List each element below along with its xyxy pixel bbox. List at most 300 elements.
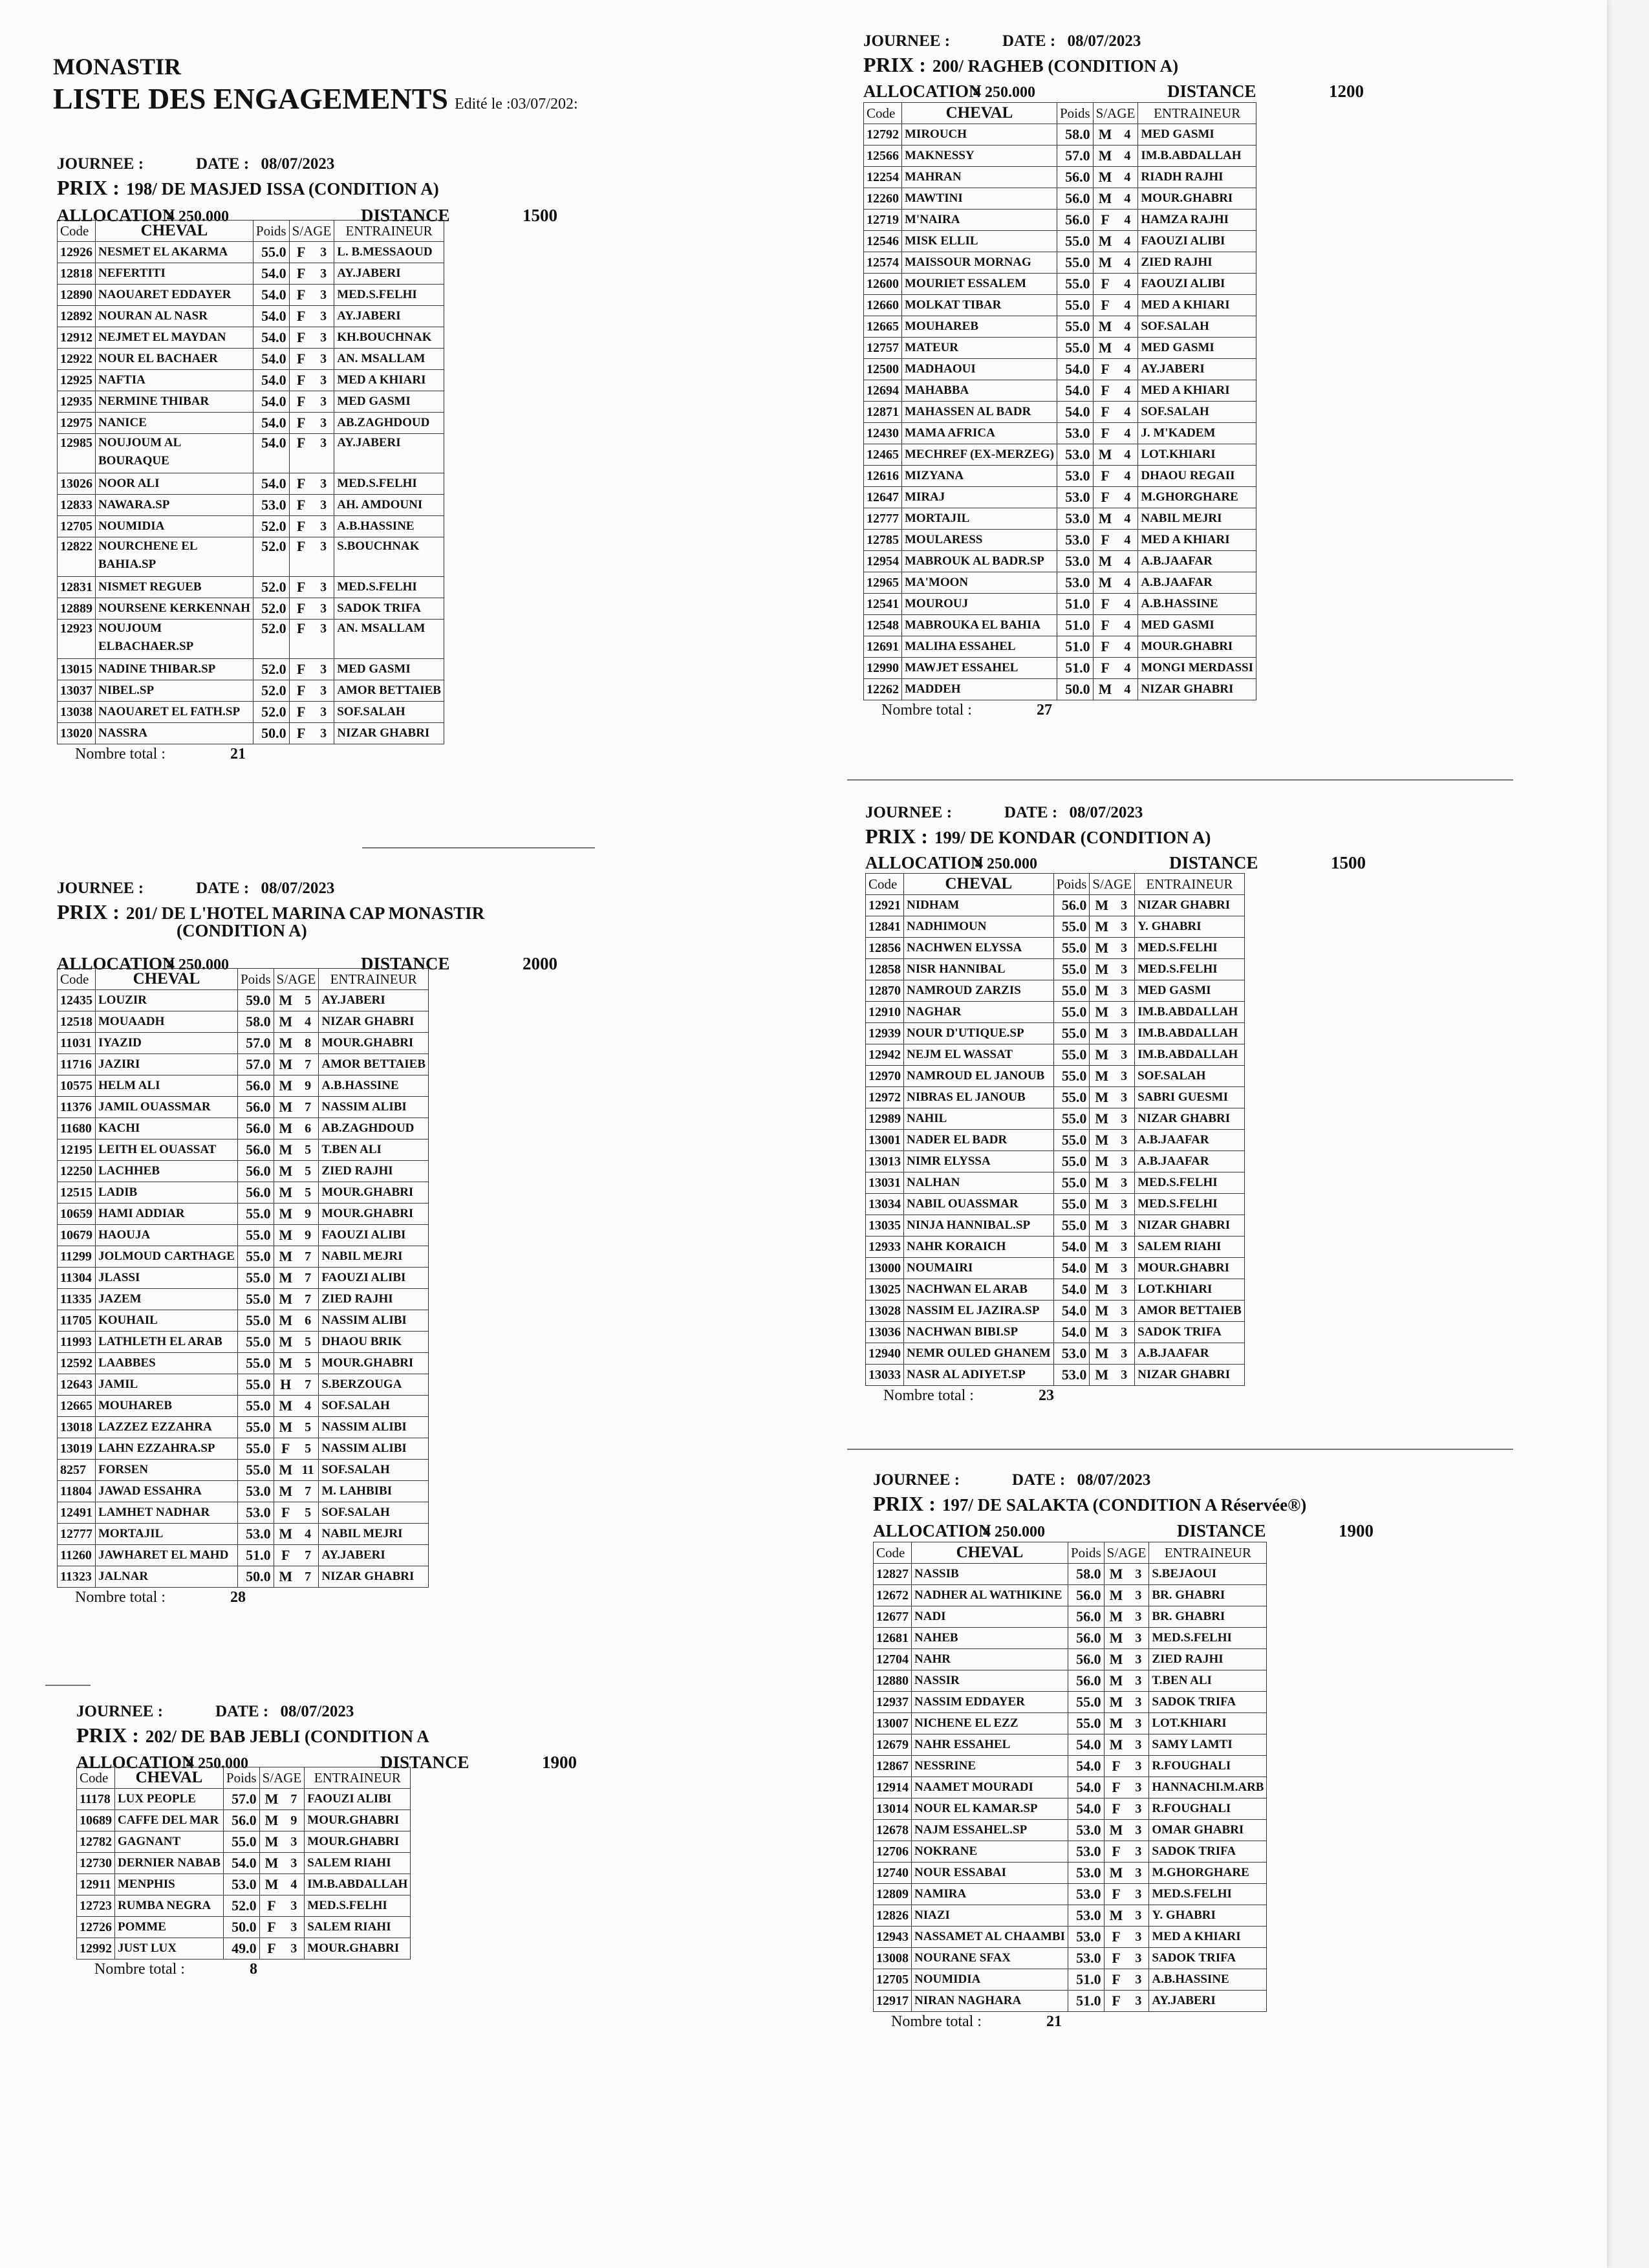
table-row — [58, 723, 444, 744]
horse-weight: 55.0 — [1053, 1172, 1090, 1194]
horse-code: 12942 — [866, 1044, 904, 1066]
horse-age: 3 — [283, 1938, 304, 1960]
horse-code: 13015 — [58, 659, 96, 680]
horse-name-line: MA'MOON — [905, 576, 969, 589]
horse-name — [902, 380, 1057, 402]
horse-age: 3 — [1114, 1279, 1134, 1301]
horse-age: 3 — [1128, 1884, 1148, 1905]
horse-code: 11335 — [58, 1289, 96, 1310]
table-row — [58, 1011, 429, 1033]
horse-name-line: MOUROUJ — [905, 597, 969, 610]
horse-weight: 52.0 — [253, 537, 289, 577]
horse-name-line: NEFERTITI — [98, 266, 166, 280]
horse-sex: F — [289, 659, 313, 680]
horse-age: 5 — [297, 1417, 319, 1438]
horse-code: 13033 — [866, 1365, 904, 1386]
horse-weight: 56.0 — [237, 1097, 274, 1118]
horse-age: 4 — [1117, 274, 1137, 295]
horse-name-line: NAAMET MOURADI — [914, 1780, 1033, 1794]
horse-sex: M — [274, 1097, 297, 1118]
horse-trainer: IM.B.ABDALLAH — [1135, 1044, 1245, 1066]
horse-sex: F — [1104, 1756, 1128, 1777]
horse-code: 13031 — [866, 1172, 904, 1194]
horse-code: 12262 — [864, 679, 902, 700]
horse-code: 12975 — [58, 413, 96, 434]
horse-name-line: MORTAJIL — [98, 1527, 164, 1540]
horse-trainer: A.B.JAAFAR — [1135, 1343, 1245, 1365]
horse-age: 3 — [1114, 1066, 1134, 1087]
horse-name-line: NOUR EL BACHAER — [98, 352, 218, 365]
horse-code: 12548 — [864, 615, 902, 636]
table-row — [58, 516, 444, 537]
header-code: Code — [866, 874, 904, 895]
horse-name-line: NEMR OULED GHANEM — [907, 1346, 1051, 1360]
horse-name — [96, 391, 253, 413]
horse-name-line: IYAZID — [98, 1036, 142, 1050]
header-poids: Poids — [237, 969, 274, 990]
horse-sex: M — [274, 1033, 297, 1054]
horse-name — [904, 1002, 1054, 1023]
horse-sex: F — [1093, 658, 1117, 679]
horse-weight: 55.0 — [1068, 1713, 1104, 1734]
horse-code: 12705 — [874, 1969, 912, 1991]
horse-name-line: MECHREF (EX-MERZEG) — [905, 448, 1054, 461]
horse-trainer: AY.JABERI — [1138, 359, 1256, 380]
horse-age: 7 — [297, 1566, 319, 1588]
horse-trainer: MED A KHIARI — [334, 370, 444, 391]
horse-code: 12867 — [874, 1756, 912, 1777]
horse-sex: M — [1104, 1905, 1128, 1927]
horse-trainer: NIZAR GHABRI — [319, 1011, 429, 1033]
horse-code: 12600 — [864, 274, 902, 295]
horse-age: 4 — [1117, 679, 1137, 700]
table-row — [58, 495, 444, 516]
horse-code: 12500 — [864, 359, 902, 380]
table-row — [864, 658, 1256, 679]
table-row — [58, 680, 444, 702]
horse-age: 4 — [1117, 551, 1137, 572]
horse-sex: F — [1093, 530, 1117, 551]
horse-age: 4 — [297, 1396, 319, 1417]
nombre-total-value: 21 — [230, 746, 246, 762]
horse-age: 3 — [1128, 1927, 1148, 1948]
horse-weight: 55.0 — [237, 1438, 274, 1460]
horse-code: 12435 — [58, 990, 96, 1011]
horse-weight: 55.0 — [1057, 338, 1093, 359]
table-row — [866, 895, 1245, 916]
race-date: 08/07/2023 — [276, 1703, 354, 1720]
horse-weight: 54.0 — [253, 434, 289, 473]
horse-name — [96, 1033, 238, 1054]
prix-title: 200/ RAGHEB (CONDITION A) — [932, 56, 1179, 76]
horse-name-line: NOUR D'UTIQUE.SP — [907, 1026, 1024, 1040]
horse-code: 12694 — [864, 380, 902, 402]
horse-sex: M — [1090, 1151, 1114, 1172]
horse-trainer: MED.S.FELHI — [334, 577, 444, 598]
prix-line — [865, 825, 1211, 848]
horse-trainer: IM.B.ABDALLAH — [1135, 1023, 1245, 1044]
horse-trainer: MED A KHIARI — [1149, 1927, 1267, 1948]
horse-code: 11705 — [58, 1310, 96, 1332]
horse-age: 3 — [1114, 1087, 1134, 1108]
horse-code: 11304 — [58, 1268, 96, 1289]
horse-name-line: KACHI — [98, 1121, 140, 1135]
horse-sex: F — [274, 1502, 297, 1524]
horse-name — [96, 598, 253, 620]
horse-sex: M — [274, 1182, 297, 1204]
table-row — [866, 1044, 1245, 1066]
horse-name — [902, 359, 1057, 380]
horse-name — [115, 1789, 224, 1810]
horse-trainer: ZIED RAJHI — [1138, 252, 1256, 274]
horse-trainer: MED.S.FELHI — [305, 1895, 411, 1917]
horse-name — [912, 1863, 1068, 1884]
horse-weight: 54.0 — [253, 391, 289, 413]
journee-line — [863, 32, 1141, 50]
nombre-total-label: Nombre total : — [891, 2013, 982, 2030]
horse-trainer: MOUR.GHABRI — [319, 1204, 429, 1225]
horse-name-line: NADI — [914, 1610, 946, 1623]
allocation-value: 4 250.000 — [983, 1524, 1045, 1540]
horse-code: 12681 — [874, 1628, 912, 1649]
horse-name — [902, 679, 1057, 700]
horse-sex: M — [1090, 1087, 1114, 1108]
horse-name — [904, 1258, 1054, 1279]
horse-code: 12926 — [58, 242, 96, 263]
horse-trainer: MED A KHIARI — [1138, 530, 1256, 551]
document-title-text: LISTE DES ENGAGEMENTS — [53, 82, 448, 115]
engagement-table — [76, 1767, 411, 1960]
horse-name-line: NASR AL ADIYET.SP — [907, 1368, 1026, 1381]
table-row — [58, 1204, 429, 1225]
horse-age: 3 — [1128, 1585, 1148, 1606]
horse-code: 13037 — [58, 680, 96, 702]
horse-name-line: MABROUKA EL BAHIA — [905, 618, 1041, 632]
horse-trainer: DHAOU REGAII — [1138, 466, 1256, 487]
horse-trainer: MED.S.FELHI — [1135, 938, 1245, 959]
horse-code: 12465 — [864, 444, 902, 466]
horse-name-line: NIDHAM — [907, 898, 960, 912]
horse-age: 3 — [1114, 1194, 1134, 1215]
horse-name-line: HAMI ADDIAR — [98, 1207, 185, 1220]
horse-name-line: BAHIA.SP — [98, 557, 156, 571]
horse-name — [96, 1524, 238, 1545]
horse-weight: 55.0 — [1057, 231, 1093, 252]
horse-sex: M — [1090, 938, 1114, 959]
horse-trainer: MOUR.GHABRI — [1135, 1258, 1245, 1279]
horse-code: 12195 — [58, 1139, 96, 1161]
horse-weight: 56.0 — [223, 1810, 259, 1831]
horse-name — [96, 1460, 238, 1481]
horse-code: 12785 — [864, 530, 902, 551]
horse-age: 4 — [1117, 508, 1137, 530]
header-cheval: CHEVAL — [115, 1767, 224, 1789]
header-code: Code — [874, 1542, 912, 1564]
prix-line — [76, 1723, 429, 1747]
horse-sex: M — [1090, 1279, 1114, 1301]
horse-name — [96, 723, 253, 744]
horse-sex: M — [259, 1874, 283, 1895]
table-row — [864, 146, 1256, 167]
horse-name-line: MATEUR — [905, 341, 959, 354]
engagement-table — [57, 220, 444, 744]
distance-value: 1500 — [1331, 853, 1366, 872]
horse-age: 4 — [1117, 380, 1137, 402]
horse-age: 5 — [297, 1182, 319, 1204]
horse-trainer: ZIED RAJHI — [319, 1161, 429, 1182]
horse-name — [96, 1481, 238, 1502]
horse-name-line: NERMINE THIBAR — [98, 394, 210, 408]
header-sage: S/AGE — [1104, 1542, 1149, 1564]
horse-age: 3 — [283, 1831, 304, 1853]
date-label: DATE : — [196, 155, 250, 173]
horse-trainer: A.B.JAAFAR — [1138, 572, 1256, 594]
horse-name-line: NACHWAN EL ARAB — [907, 1282, 1028, 1296]
horse-name — [902, 572, 1057, 594]
horse-sex: F — [289, 702, 313, 723]
journee-label: JOURNEE : — [57, 155, 144, 173]
horse-sex: M — [274, 1139, 297, 1161]
horse-trainer: AY.JABERI — [334, 306, 444, 327]
nombre-total-value: 21 — [1046, 2013, 1062, 2030]
horse-weight: 53.0 — [223, 1874, 259, 1895]
date-label: DATE : — [1012, 1471, 1066, 1489]
horse-code: 13000 — [866, 1258, 904, 1279]
horse-age: 5 — [297, 1139, 319, 1161]
horse-name — [904, 1130, 1054, 1151]
horse-code: 12939 — [866, 1023, 904, 1044]
horse-sex: F — [274, 1438, 297, 1460]
table-row — [874, 1777, 1267, 1798]
horse-trainer: NASSIM ALIBI — [319, 1097, 429, 1118]
table-row — [866, 980, 1245, 1002]
horse-name-line: NASSIR — [914, 1674, 960, 1687]
horse-sex: F — [289, 620, 313, 659]
date-label: DATE : — [215, 1703, 269, 1720]
horse-name-line: JAZEM — [98, 1292, 142, 1306]
horse-age: 4 — [1117, 402, 1137, 423]
horse-age: 3 — [313, 577, 334, 598]
horse-sex: M — [274, 1396, 297, 1417]
horse-name-line: NOUMIDIA — [98, 519, 165, 533]
horse-age: 4 — [1117, 359, 1137, 380]
horse-code: 12491 — [58, 1502, 96, 1524]
horse-name-line: LAHN EZZAHRA.SP — [98, 1442, 215, 1455]
table-row — [58, 473, 444, 495]
horse-code: 12679 — [874, 1734, 912, 1756]
horse-code: 12616 — [864, 466, 902, 487]
horse-weight: 55.0 — [1053, 959, 1090, 980]
horse-trainer: SADOK TRIFA — [1149, 1948, 1267, 1969]
horse-trainer: AB.ZAGHDOUD — [334, 413, 444, 434]
race-date: 08/07/2023 — [1065, 804, 1143, 821]
horse-name-line: MOURIET ESSALEM — [905, 277, 1027, 290]
horse-trainer: LOT.KHIARI — [1138, 444, 1256, 466]
horse-weight: 53.0 — [1053, 1343, 1090, 1365]
horse-sex: M — [274, 1161, 297, 1182]
horse-code: 12826 — [874, 1905, 912, 1927]
horse-name — [96, 1161, 238, 1182]
horse-code: 12730 — [77, 1853, 115, 1874]
horse-trainer: DHAOU BRIK — [319, 1332, 429, 1353]
horse-weight: 54.0 — [253, 349, 289, 370]
horse-name — [96, 1139, 238, 1161]
table-row — [866, 938, 1245, 959]
horse-age: 3 — [1114, 1301, 1134, 1322]
horse-code: 13038 — [58, 702, 96, 723]
horse-trainer: Y. GHABRI — [1149, 1905, 1267, 1927]
horse-age: 3 — [313, 327, 334, 349]
horse-sex: F — [1104, 1927, 1128, 1948]
header-code: Code — [77, 1767, 115, 1789]
horse-sex: F — [289, 537, 313, 577]
horse-age: 3 — [313, 349, 334, 370]
horse-weight: 55.0 — [237, 1460, 274, 1481]
horse-sex: F — [289, 598, 313, 620]
horse-age: 7 — [283, 1789, 304, 1810]
horse-name — [96, 702, 253, 723]
horse-name-line: FORSEN — [98, 1463, 149, 1476]
horse-code: 11680 — [58, 1118, 96, 1139]
horse-trainer: AH. AMDOUNI — [334, 495, 444, 516]
horse-code: 13026 — [58, 473, 96, 495]
table-header-row — [58, 221, 444, 242]
horse-code: 12856 — [866, 938, 904, 959]
horse-code: 12972 — [866, 1087, 904, 1108]
horse-name-line: JLASSI — [98, 1271, 140, 1284]
horse-age: 7 — [297, 1545, 319, 1566]
horse-name — [96, 1396, 238, 1417]
horse-sex: M — [274, 1268, 297, 1289]
horse-name — [96, 1310, 238, 1332]
horse-weight: 55.0 — [223, 1831, 259, 1853]
horse-sex: M — [1093, 679, 1117, 700]
horse-sex: M — [274, 990, 297, 1011]
horse-sex: M — [1093, 188, 1117, 210]
horse-name — [902, 146, 1057, 167]
horse-name-line: MALIHA ESSAHEL — [905, 640, 1016, 653]
header-entraineur: ENTRAINEUR — [1149, 1542, 1267, 1564]
table-row — [874, 1649, 1267, 1670]
horse-name — [912, 1756, 1068, 1777]
horse-code: 12990 — [864, 658, 902, 679]
horse-trainer: AMOR BETTAIEB — [319, 1054, 429, 1075]
horse-name-line: MADDEH — [905, 682, 961, 696]
horse-age: 4 — [1117, 658, 1137, 679]
header-code: Code — [864, 103, 902, 124]
horse-name-line: NIBRAS EL JANOUB — [907, 1090, 1026, 1104]
table-row — [874, 1927, 1267, 1948]
horse-name — [115, 1895, 224, 1917]
horse-name — [96, 577, 253, 598]
horse-name-line: NESSRINE — [914, 1759, 976, 1773]
horse-trainer: KH.BOUCHNAK — [334, 327, 444, 349]
horse-trainer: A.B.JAAFAR — [1138, 551, 1256, 572]
table-row — [58, 1246, 429, 1268]
horse-code: 13019 — [58, 1438, 96, 1460]
horse-code: 13025 — [866, 1279, 904, 1301]
horse-sex: M — [274, 1075, 297, 1097]
horse-name-line: MABROUK AL BADR.SP — [905, 554, 1044, 568]
horse-name-line: MISK ELLIL — [905, 234, 978, 248]
table-row — [77, 1874, 411, 1895]
horse-weight: 53.0 — [237, 1502, 274, 1524]
horse-code: 12989 — [866, 1108, 904, 1130]
horse-age: 3 — [313, 598, 334, 620]
horse-code: 12889 — [58, 598, 96, 620]
header-code: Code — [58, 221, 96, 242]
table-row — [77, 1917, 411, 1938]
horse-weight: 50.0 — [1057, 679, 1093, 700]
horse-trainer: L. B.MESSAOUD — [334, 242, 444, 263]
allocation-label: ALLOCATION — [865, 853, 984, 872]
horse-code: 13034 — [866, 1194, 904, 1215]
horse-age: 7 — [297, 1097, 319, 1118]
horse-weight: 52.0 — [253, 577, 289, 598]
horse-name — [912, 1841, 1068, 1863]
horse-weight: 53.0 — [237, 1524, 274, 1545]
horse-age: 3 — [1128, 1820, 1148, 1841]
prix-title: 197/ DE SALAKTA (CONDITION A Réservée®) — [942, 1495, 1307, 1515]
horse-age: 3 — [283, 1917, 304, 1938]
horse-weight: 56.0 — [237, 1139, 274, 1161]
horse-weight: 53.0 — [1057, 508, 1093, 530]
horse-trainer: MED A KHIARI — [1138, 380, 1256, 402]
horse-age: 4 — [1117, 188, 1137, 210]
table-row — [77, 1895, 411, 1917]
horse-trainer: OMAR GHABRI — [1149, 1820, 1267, 1841]
horse-code: 12677 — [874, 1606, 912, 1628]
horse-age: 4 — [1117, 636, 1137, 658]
horse-code: 12831 — [58, 577, 96, 598]
nombre-total-label: Nombre total : — [881, 702, 972, 718]
horse-weight: 52.0 — [223, 1895, 259, 1917]
horse-sex: M — [274, 1225, 297, 1246]
horse-weight: 55.0 — [1053, 1066, 1090, 1087]
table-row — [58, 1118, 429, 1139]
horse-code: 12757 — [864, 338, 902, 359]
horse-age: 4 — [1117, 572, 1137, 594]
horse-name — [96, 413, 253, 434]
journee-label: JOURNEE : — [76, 1703, 164, 1720]
distance-value: 1200 — [1329, 81, 1364, 101]
horse-code: 12792 — [864, 124, 902, 146]
horse-name-line: NAHEB — [914, 1631, 958, 1645]
horse-sex: F — [289, 413, 313, 434]
horse-name — [904, 916, 1054, 938]
horse-name — [902, 316, 1057, 338]
table-row — [866, 1215, 1245, 1237]
distance-label: DISTANCE — [1167, 81, 1256, 101]
horse-code: 11993 — [58, 1332, 96, 1353]
horse-trainer: MOUR.GHABRI — [319, 1353, 429, 1374]
horse-weight: 55.0 — [1053, 1151, 1090, 1172]
horse-name-line: NOKRANE — [914, 1844, 978, 1858]
horse-code: 12985 — [58, 434, 96, 473]
horse-age: 3 — [1114, 959, 1134, 980]
horse-name — [904, 1194, 1054, 1215]
horse-code: 13001 — [866, 1130, 904, 1151]
horse-code: 12943 — [874, 1927, 912, 1948]
horse-trainer: J. M'KADEM — [1138, 423, 1256, 444]
horse-name — [902, 658, 1057, 679]
prix-title-continued: (CONDITION A) — [177, 921, 307, 940]
horse-age: 4 — [1117, 423, 1137, 444]
table-row — [864, 487, 1256, 508]
horse-age: 4 — [297, 1011, 319, 1033]
horse-sex: M — [1104, 1628, 1128, 1649]
horse-age: 4 — [1117, 231, 1137, 252]
